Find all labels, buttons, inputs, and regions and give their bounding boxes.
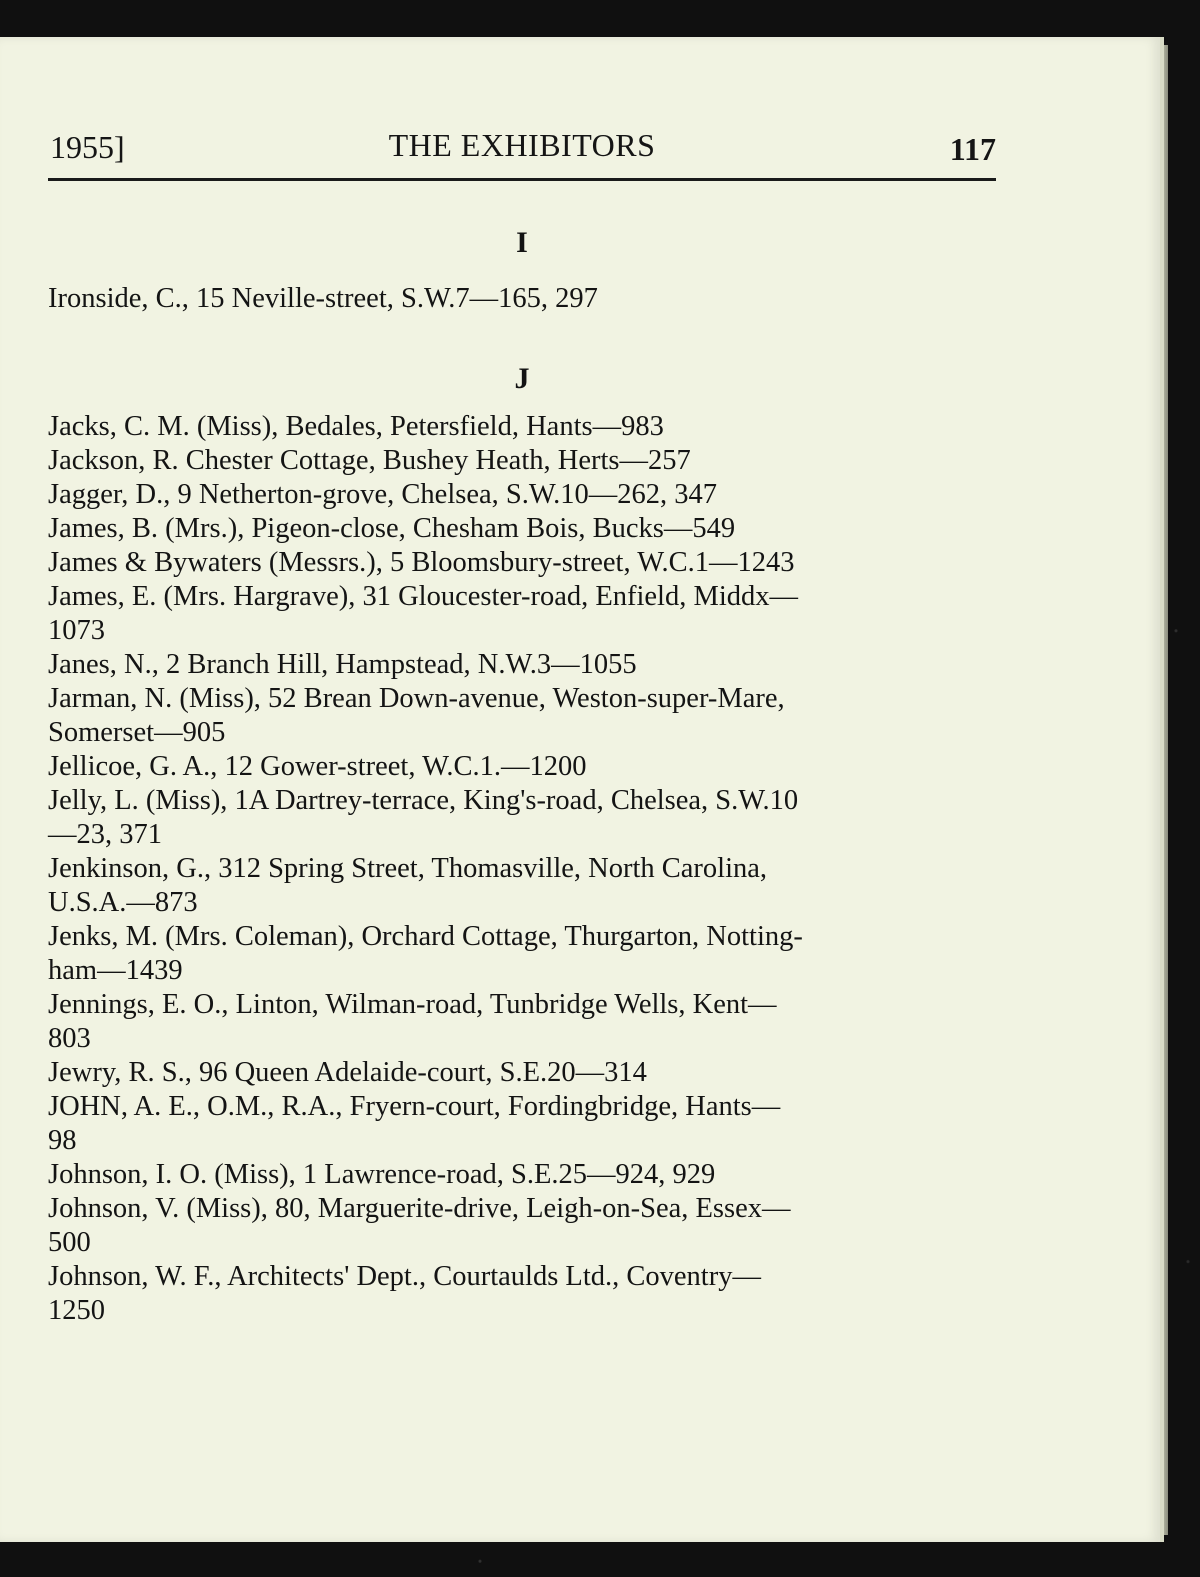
entry-line: James & Bywaters (Messrs.), 5 Bloomsbury-street, W.C.1—1243: [48, 547, 795, 578]
entry-line: JOHN, A. E., O.M., R.A., Fryern-court, Fordingbridge, Hants—: [48, 1091, 781, 1122]
page-number: 117: [949, 131, 996, 167]
entry-line: Johnson, V. (Miss), 80, Marguerite-drive, Leigh-on-Sea, Essex—: [48, 1193, 791, 1224]
entry-line: Jagger, D., 9 Netherton-grove, Chelsea, S.W.10—262, 347: [48, 479, 718, 510]
entry-ironside: [48, 282, 1003, 316]
entry-johnson-i: [48, 1158, 1003, 1192]
entry-jewry: [48, 1056, 1003, 1090]
entry-line-continued: 98: [48, 1125, 77, 1156]
entry-line: Jewry, R. S., 96 Queen Adelaide-court, S.E.20—314: [48, 1057, 647, 1088]
entry-jennings: [48, 988, 1003, 1056]
entry-line: Johnson, W. F., Architects' Dept., Courtaulds Ltd., Coventry—: [48, 1261, 761, 1292]
entry-line: Ironside, C., 15 Neville-street, S.W.7—165, 297: [48, 283, 598, 314]
entry-line-continued: U.S.A.—873: [48, 887, 198, 918]
entry-janes: [48, 648, 1003, 682]
entry-line: Jacks, C. M. (Miss), Bedales, Petersfield, Hants—983: [48, 411, 664, 442]
entry-jenkinson: [48, 852, 1003, 920]
entry-jarman: [48, 682, 1003, 750]
header-year: 1955]: [50, 129, 125, 165]
entry-line: James, E. (Mrs. Hargrave), 31 Gloucester-road, Enfield, Middx—: [48, 581, 798, 612]
entry-james-e: [48, 580, 1003, 648]
section-letter-i: I: [516, 226, 528, 259]
entry-line-continued: ham—1439: [48, 955, 183, 986]
entry-line: Jenks, M. (Mrs. Coleman), Orchard Cottage, Thurgarton, Notting-: [48, 921, 803, 952]
entry-john: [48, 1090, 1003, 1158]
entry-line-continued: 1073: [48, 615, 105, 646]
entry-line-continued: Somerset—905: [48, 717, 226, 748]
section-letter-j: J: [514, 362, 530, 395]
entry-line: Janes, N., 2 Branch Hill, Hampstead, N.W.3—1055: [48, 649, 637, 680]
page-edge: [1160, 45, 1168, 1535]
entry-james-bywaters: [48, 546, 1003, 580]
entry-johnson-w: [48, 1260, 1003, 1328]
entry-johnson-v: [48, 1192, 1003, 1260]
running-header: [48, 125, 996, 169]
header-rule: [48, 178, 996, 181]
entry-line: Jarman, N. (Miss), 52 Brean Down-avenue, Weston-super-Mare,: [48, 683, 785, 714]
entry-line-continued: 1250: [48, 1295, 105, 1326]
section-j-entries: [48, 410, 1003, 1328]
entry-jenks: [48, 920, 1003, 988]
header-title: THE EXHIBITORS: [388, 127, 656, 163]
section-i-entries: [48, 282, 1003, 316]
entry-jagger: [48, 478, 1003, 512]
entry-line-continued: —23, 371: [48, 819, 162, 850]
entry-jackson: [48, 444, 1003, 478]
entry-jelly: [48, 784, 1003, 852]
entry-line: Johnson, I. O. (Miss), 1 Lawrence-road, S.E.25—924, 929: [48, 1159, 716, 1190]
entry-line: James, B. (Mrs.), Pigeon-close, Chesham Bois, Bucks—549: [48, 513, 736, 544]
entry-james-b: [48, 512, 1003, 546]
entry-line-continued: 803: [48, 1023, 91, 1054]
entry-line-continued: 500: [48, 1227, 91, 1258]
entry-line: Jennings, E. O., Linton, Wilman-road, Tunbridge Wells, Kent—: [48, 989, 777, 1020]
entry-jellicoe: [48, 750, 1003, 784]
entry-line: Jelly, L. (Miss), 1A Dartrey-terrace, King's-road, Chelsea, S.W.10: [48, 785, 799, 816]
entry-line: Jenkinson, G., 312 Spring Street, Thomasville, North Carolina,: [48, 853, 768, 884]
entry-jacks: [48, 410, 1003, 444]
entry-line: Jellicoe, G. A., 12 Gower-street, W.C.1.—1200: [48, 751, 587, 782]
entry-line: Jackson, R. Chester Cottage, Bushey Heath, Herts—257: [48, 445, 691, 476]
